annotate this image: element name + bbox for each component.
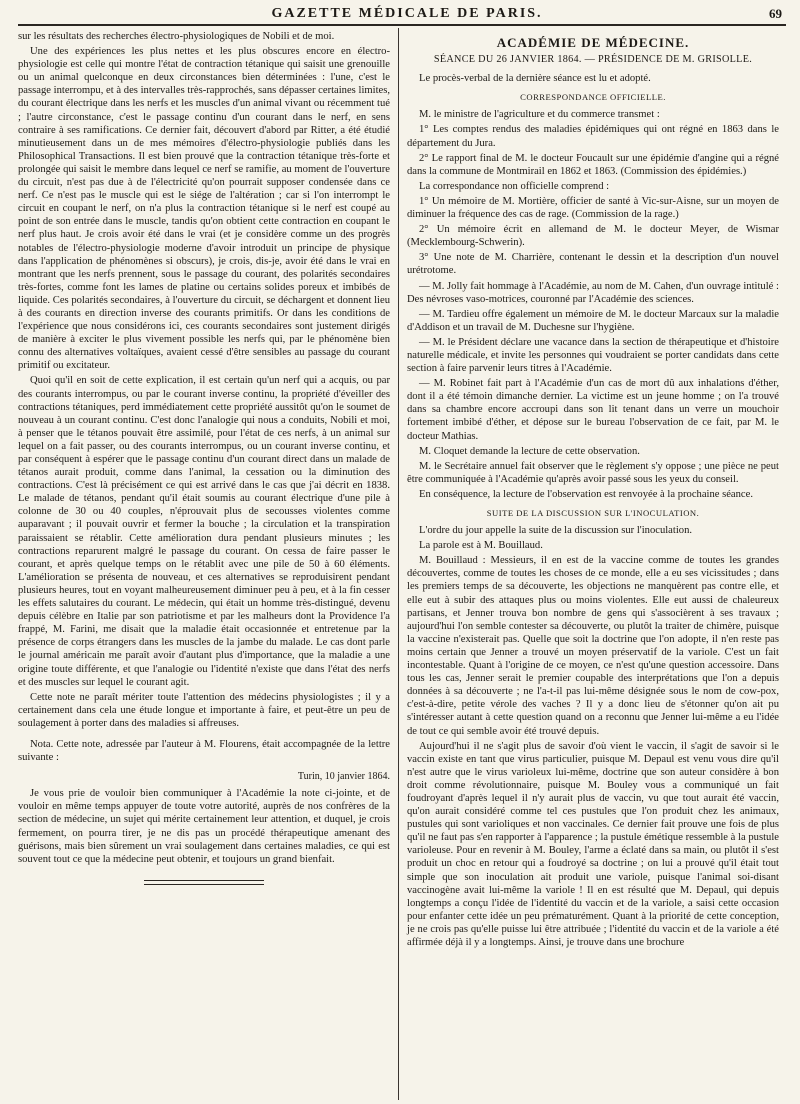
session-line: SÉANCE DU 26 JANVIER 1864. — PRÉSIDENCE DE M. GRISOLLE. — [433, 54, 753, 66]
paragraph: M. le Secrétaire annuel fait observer que le règlement s'y oppose ; une pièce ne peut être communiquée à l'Académie qu'après avoir passé sous les yeux du conseil. — [407, 460, 779, 485]
paragraph: 1° Un mémoire de M. Mortière, officier de santé à Vic-sur-Aisne, sur un moyen de diminuer la fréquence des cas de rage. (Commission de la rage.) — [407, 195, 779, 221]
paragraph: — M. Robinet fait part à l'Académie d'un cas de mort dû aux inhalations d'éther, dont il a été témoin dimanche dernier. La victime est un jeune homme ; on l'a trouvé dans sa chambre encore accroupi dans son lit tenant dans un verre un mouchoir fortement imbibé d'éther, et dépose sur le bureau l'observation de ce fait, par M. le docteur Mathias. — [407, 378, 779, 442]
page-header — [18, 0, 786, 26]
discussion-heading: SUITE DE LA DISCUSSION SUR L'INOCULATION. — [486, 508, 700, 518]
paragraph: M. le ministre de l'agriculture et du commerce transmet : — [419, 109, 660, 121]
paragraph: M. Cloquet demande la lecture de cette observation. — [419, 445, 640, 457]
paragraph: Aujourd'hui il ne s'agit plus de savoir d'où vient le vaccin, il s'agit de savoir si le vaccin existe en tant que virus particulier, puisque M. Depaul est venu vous dire qu'il n'est autre que le virus varioleux lui-même, doctrine que son auteur considère à bon droit comme révolutionnaire, puisque M. Bouley vous a communiqué un fait foudroyant d'après lequel il n'y aurait plus de vaccin, vu que tout aurait été vaccin, qu'on aurait considéré comme tel ces pustules que l'on produit chez les animaux, pustules qui sont varioliques et non vaccinales. Ce dernier fait prouve une fois de plus qu'il ne faut pas s'en rapporter à l'apparence ; la pustule émétique ressemble à la pustule varioleuse. Pour en revenir à M. Bouley, l'arme a éclaté dans sa main, ou plutôt il s'est produit un choc en retour qui a foudroyé sa doctrine ; on lui a prouvé qu'il était tout simple que son inoculation ait produit une variole, puisque l'animal soi-disant vaccinogène avait lui-même la variole ! Il en est résulté que M. Depaul, qui depuis longtemps a conçu l'idée de l'identité du vaccin et de la variole, a saisi cette occasion pour enfanter cette idée un peu prématurément. Quant à la priorité de cette conception, je ne crois pas qu'elle puisse lui être attribuée ; l'identité du vaccin et de la variole a été affirmée déjà il y a longtemps. Ainsi, je trouve dans une brochure — [407, 740, 779, 948]
paragraph: Une des expériences les plus nettes et les plus obscures encore en électro-physiologie est celle qui montre l'état de contraction tétanique qui saisit une grenouille ou un animal quelconque en deux circonstances bien déterminées : l'une, c'est le passage interrompu, et à des intervalles très-rapprochés, sans dépasser certaines limites, du courant électrique dans les nerfs et les muscles d'un animal vivant ou récemment tué ; l'autre circonstance, c'est le passage continu d'un courant dans le nerf, en sens contraire à ses ramifications. Ce dernier fait, découvert d'abord par Ritter, a été étudié minutieusement dans un de mes mémoires d'électro-physiologie publiés dans les Philosophical Transactions. Il est bien prouvé que la contraction tétanique très-forte et prolongée qui saisit le membre dans lequel ce nerf se ramifie, au moment de l'ouverture du circuit, n'est pas due à de l'électricité qu'on pourrait supposer condensée dans ce nerf. Ce n'est pas le muscle qui est le siége de l'altération ; car si l'on interrompt le circuit en coupant le nerf, on n'a plus la contraction tétanique si le nerf est coupé au point de son entrée dans le muscle, tandis qu'on obtient cette contraction en coupant le nerf plus haut. Je crois avoir été dans le vrai (et je considère comme un des progrès notables de l'électro-physiologie moderne d'avoir introduit un principe de physique dans l'application de phénomènes si obscurs), je crois, dis-je, avoir été dans le vrai en montrant que les nerfs prennent, sous le passage du courant, des polarités secondaires très-fortes, comme font les lames de platine ou certains solides poreux et imbibés de liquide. Ces polarités secondaires, à l'ouverture du circuit, se déchargent et donnent lieu à des courants en direction inverse des courants primitifs. Or dans les conditions de l'expérience que nous considérons ici, ces courants secondaires sont justement dirigés de manière à exciter le plus vivement possible les nerfs qui, par le phénomène bien connu des alternatives voltaïques, avaient cessé d'être sensibles au passage du courant primitif ou excitateur. — [18, 46, 390, 372]
paragraph: M. Bouillaud : Messieurs, il en est de la vaccine comme de toutes les grandes découvertes, comme de toutes les choses de ce monde, elle a eu ses vicissitudes ; dans les premiers temps de sa découverte, les objections ne manquèrent pas contre elle, et elle eut à subir des attaques plus ou moins violentes. Elle eut aussi de chaleureux partisans, et Jenner trouva bon nombre de gens qui s'associèrent à ses travaux ; aujourd'hui l'on semble contester sa découverte, ou plutôt la traiter de chimère, puisque la vaccine n'existerait pas. Quelle que soit la doctrine que l'on adopte, il n'en reste pas moins certain que Jenner a trouvé un moyen préservatif de la variole. C'est un fait incontestable. Quant à l'origine de ce moyen, ce n'est qu'une question accessoire. Dans tous les cas, Jenner serait le premier coupable des interprétations que l'on a depuis données à sa découverte ; ne l'a-t-il pas lui-même désignée sous le nom de cow-pox, c'est-à-dire, petite vérole des vaches ? Il y a donc lieu de s'étonner qu'on ait pu s'intéresser autant à cette question quand on a reconnu que Jenner lui-même a eu l'idée de tout ce qui semble avoir été trouvé depuis. — [407, 555, 779, 737]
paragraph: Cette note ne paraît mériter toute l'attention des médecins physiologistes ; il y a certainement dans cela une étude longue et importante à faire, et peut-être un peu de soulagement à porter dans des maladies si affreuses. — [18, 691, 390, 729]
paragraph: 2° Un mémoire écrit en allemand de M. le docteur Meyer, de Wismar (Mecklembourg-Schwerin). — [407, 224, 779, 249]
paragraph: L'ordre du jour appelle la suite de la discussion sur l'inoculation. — [419, 525, 693, 537]
minutes-line: Le procès-verbal de la dernière séance est lu et adopté. — [419, 73, 651, 85]
correspondence-heading: CORRESPONDANCE OFFICIELLE. — [520, 92, 666, 103]
letter-body: Je vous prie de vouloir bien communiquer à l'Académie la note ci-jointe, et de vouloir en même temps appuyer de toute votre autorité, auprès de nos confrères de la section de médecine, un sujet qui mérite certainement leur attention, et duquel, je crois fermement, on pourra tirer, je ne dis pas un procédé thérapeutique amenant des guérisons, mais bien sûrement un vrai soulagement dans certaines maladies, ce qui est souvent tout ce que la médecine peut obtenir, et toujours un grand bienfait. — [18, 788, 390, 865]
page-number: 69 — [769, 6, 782, 21]
right-column — [399, 30, 779, 1100]
paragraph: 1° Les comptes rendus des maladies épidémiques qui ont régné en 1863 dans le département du Jura. — [407, 124, 779, 149]
two-column-body — [18, 30, 786, 1100]
paragraph: — M. Jolly fait hommage à l'Académie, au nom de M. Cahen, d'un ouvrage intitulé : Des névroses vaso-motrices, couronné par l'Académie des sciences. — [407, 280, 779, 305]
paragraph: — M. Tardieu offre également un mémoire de M. le docteur Marcaux sur la maladie d'Addison et un travail de M. Duchesne sur l'hygiène. — [407, 308, 779, 333]
paragraph: En conséquence, la lecture de l'observation est renvoyée à la prochaine séance. — [419, 488, 753, 500]
paragraph: Quoi qu'il en soit de cette explication, il est certain qu'un nerf qui a acquis, ou par des courants interrompus, ou par le courant inverse continu, la propriété d'éveiller des contractions tétaniques, perd immédiatement cette propriété aussitôt qu'on le soumet de nouveau à un courant continu. C'est donc l'analogie qui nous a conduits, Nobili et moi, à penser que le tétanos pouvait être assimilé, pour l'état de ces nerfs, à un animal sur lequel on a fait passer, ou des courants interrompus, ou un courant inverse continu, et par conséquent à espérer que le passage continu d'un courant direct dans un malade de tétanos aurait produit, comme dans l'animal, la cessation ou la diminution des contractions. C'est là précisément ce qui est arrivé dans le cas que j'ai décrit en 1838. Le malade de tétanos, pendant qu'il était soumis au courant électrique d'une pile à colonne de 30 ou 40 couples, n'éprouvait plus de secousses violentes comme auparavant ; il pouvait ouvrir et fermer la bouche ; la circulation et la transpiration paraissaient se rétablir. Cette amélioration dura pendant plusieurs minutes ; les contractions reparurent malgré le passage du courant. On cessa de faire passer le courant, et après quelque temps on le rétablit avec une pile de 50 à 60 éléments. L'amélioration se présenta de nouveau, et ces alternatives se reproduisirent pendant plusieurs heures, tout en voyant malheureusement diminuer peu à peu, et à la fin cesser les effets salutaires du courant. Le médecin, qui était un homme très-distingué, devenu depuis célèbre en Italie par son patriotisme et par les malheurs dont la Providence l'a frappé, M. Farini, me disait que la maladie était occasionnée et entretenue par la présence de corps étrangers dans les muscles de la jambe du malade. Le cas dont parle le journal américain me paraît avoir d'autant plus d'importance, que la maladie a une origine toute différente, et que l'analogie ou l'identité n'existe que dans l'état des nerfs et des muscles sur lequel le courant agit. — [18, 375, 390, 688]
nota-paragraph: Nota. Cette note, adressée par l'auteur à M. Flourens, était accompagnée de la lettre suivante : — [18, 738, 390, 764]
paragraph: 2° Le rapport final de M. le docteur Foucault sur une épidémie d'angine qui a régné dans la commune de Montmirail en 1862 et 1863. (Commission des épidémies.) — [407, 152, 779, 177]
letter-place-date: Turin, 10 janvier 1864. — [297, 771, 390, 783]
paragraph: 3° Une note de M. Charrière, contenant le dessin et la description d'un nouvel urétrotome. — [407, 252, 779, 277]
journal-title: GAZETTE MÉDICALE DE PARIS. — [271, 6, 543, 21]
end-rule — [144, 880, 264, 885]
paragraph: La parole est à M. Bouillaud. — [419, 540, 543, 552]
paragraph: La correspondance non officielle comprend : — [419, 180, 610, 192]
section-title: ACADÉMIE DE MÉDECINE. — [496, 35, 690, 50]
paragraph: — M. le Président déclare une vacance dans la section de thérapeutique et d'histoire naturelle médicale, et invite les personnes qui voudraient se porter candidats dans cette section à faire parvenir leurs titres à l'Académie. — [407, 336, 779, 375]
paragraph: sur les résultats des recherches électro-physiologiques de Nobili et de moi. — [18, 31, 335, 42]
left-column — [18, 30, 398, 1100]
